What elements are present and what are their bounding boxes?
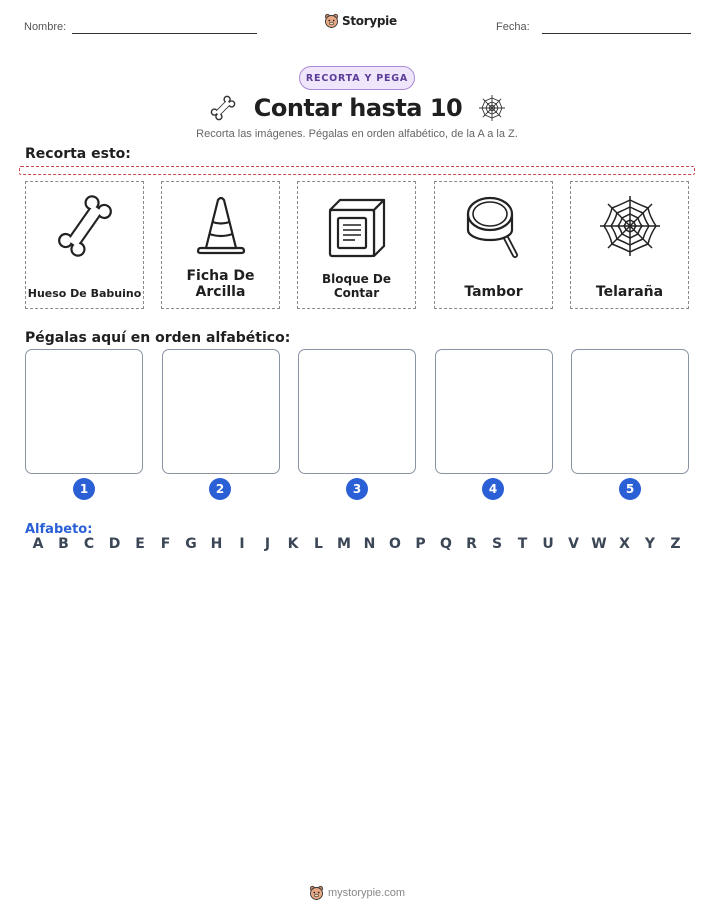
alphabet-letter: J — [264, 536, 271, 552]
alphabet-letter: Z — [670, 536, 681, 552]
cut-section-label: Recorta esto: — [25, 146, 131, 162]
alphabet-letter: V — [568, 536, 579, 552]
name-line — [72, 33, 257, 34]
alphabet-letter: A — [32, 536, 44, 552]
date-label: Fecha: — [496, 21, 530, 33]
bone-icon — [208, 93, 238, 123]
alphabet-letter: Q — [440, 536, 452, 552]
alphabet-letter: I — [239, 536, 245, 552]
date-line — [542, 33, 691, 34]
alphabet-letter: L — [314, 536, 323, 552]
title-row — [0, 90, 714, 126]
cut-card[interactable] — [161, 181, 280, 309]
spiderweb-icon — [598, 190, 662, 262]
activity-badge: RECORTA Y PEGA — [299, 66, 415, 90]
bone-icon — [53, 190, 117, 262]
card-label: Tambor — [464, 284, 523, 300]
paste-slot[interactable] — [162, 349, 280, 474]
cut-card[interactable] — [570, 181, 689, 309]
card-label: Ficha De Arcilla — [186, 268, 255, 300]
cut-card[interactable] — [25, 181, 144, 309]
paste-slot[interactable] — [435, 349, 553, 474]
alphabet-letter: P — [415, 536, 426, 552]
footer — [0, 885, 714, 901]
page-title: Contar hasta 10 — [253, 94, 463, 122]
storypie-mascot-icon — [324, 13, 339, 29]
alphabet-letter: G — [185, 536, 197, 552]
alphabet-letter: D — [108, 536, 121, 552]
paste-section-label: Pégalas aquí en orden alfabético: — [25, 330, 291, 346]
storypie-mascot-icon — [309, 885, 324, 901]
alphabet-letter: F — [160, 536, 171, 552]
slot-number: 2 — [209, 478, 231, 500]
slot-number: 1 — [73, 478, 95, 500]
alphabet-letter: H — [210, 536, 223, 552]
drum-icon — [462, 190, 526, 262]
alphabet-letter: E — [135, 536, 145, 552]
paste-slot[interactable] — [298, 349, 416, 474]
alphabet-letter: K — [287, 536, 299, 552]
card-label: Telaraña — [595, 284, 664, 300]
alphabet-letter: W — [591, 536, 607, 552]
cut-card[interactable] — [434, 181, 553, 309]
card-label: Bloque De Contar — [321, 272, 392, 300]
card-label: Hueso De Babuino — [27, 287, 142, 300]
cut-line — [19, 166, 695, 175]
name-label: Nombre: — [24, 21, 67, 33]
alphabet-letter: N — [363, 536, 376, 552]
alphabet-letter: O — [389, 536, 401, 552]
cut-card[interactable] — [297, 181, 416, 309]
alphabet-label: Alfabeto: — [25, 522, 93, 537]
slot-number: 4 — [482, 478, 504, 500]
alphabet-row — [25, 536, 689, 554]
brand-logo — [324, 13, 397, 29]
block-icon — [325, 190, 389, 262]
alphabet-letter: U — [542, 536, 554, 552]
paste-slot[interactable] — [25, 349, 143, 474]
paste-slot[interactable] — [571, 349, 689, 474]
alphabet-letter: C — [83, 536, 95, 552]
slot-number: 5 — [619, 478, 641, 500]
slot-number: 3 — [346, 478, 368, 500]
brand-name: Storypie — [342, 14, 397, 28]
alphabet-letter: S — [491, 536, 503, 552]
cone-icon — [189, 190, 253, 262]
spiderweb-icon — [478, 94, 506, 122]
alphabet-letter: M — [337, 536, 351, 552]
alphabet-letter: R — [466, 536, 477, 552]
alphabet-letter: X — [619, 536, 630, 552]
alphabet-letter: T — [517, 536, 528, 552]
instructions: Recorta las imágenes. Pégalas en orden alfabético, de la A a la Z. — [196, 128, 518, 140]
alphabet-letter: B — [58, 536, 69, 552]
alphabet-letter: Y — [644, 536, 656, 552]
footer-site: mystorypie.com — [327, 887, 406, 899]
